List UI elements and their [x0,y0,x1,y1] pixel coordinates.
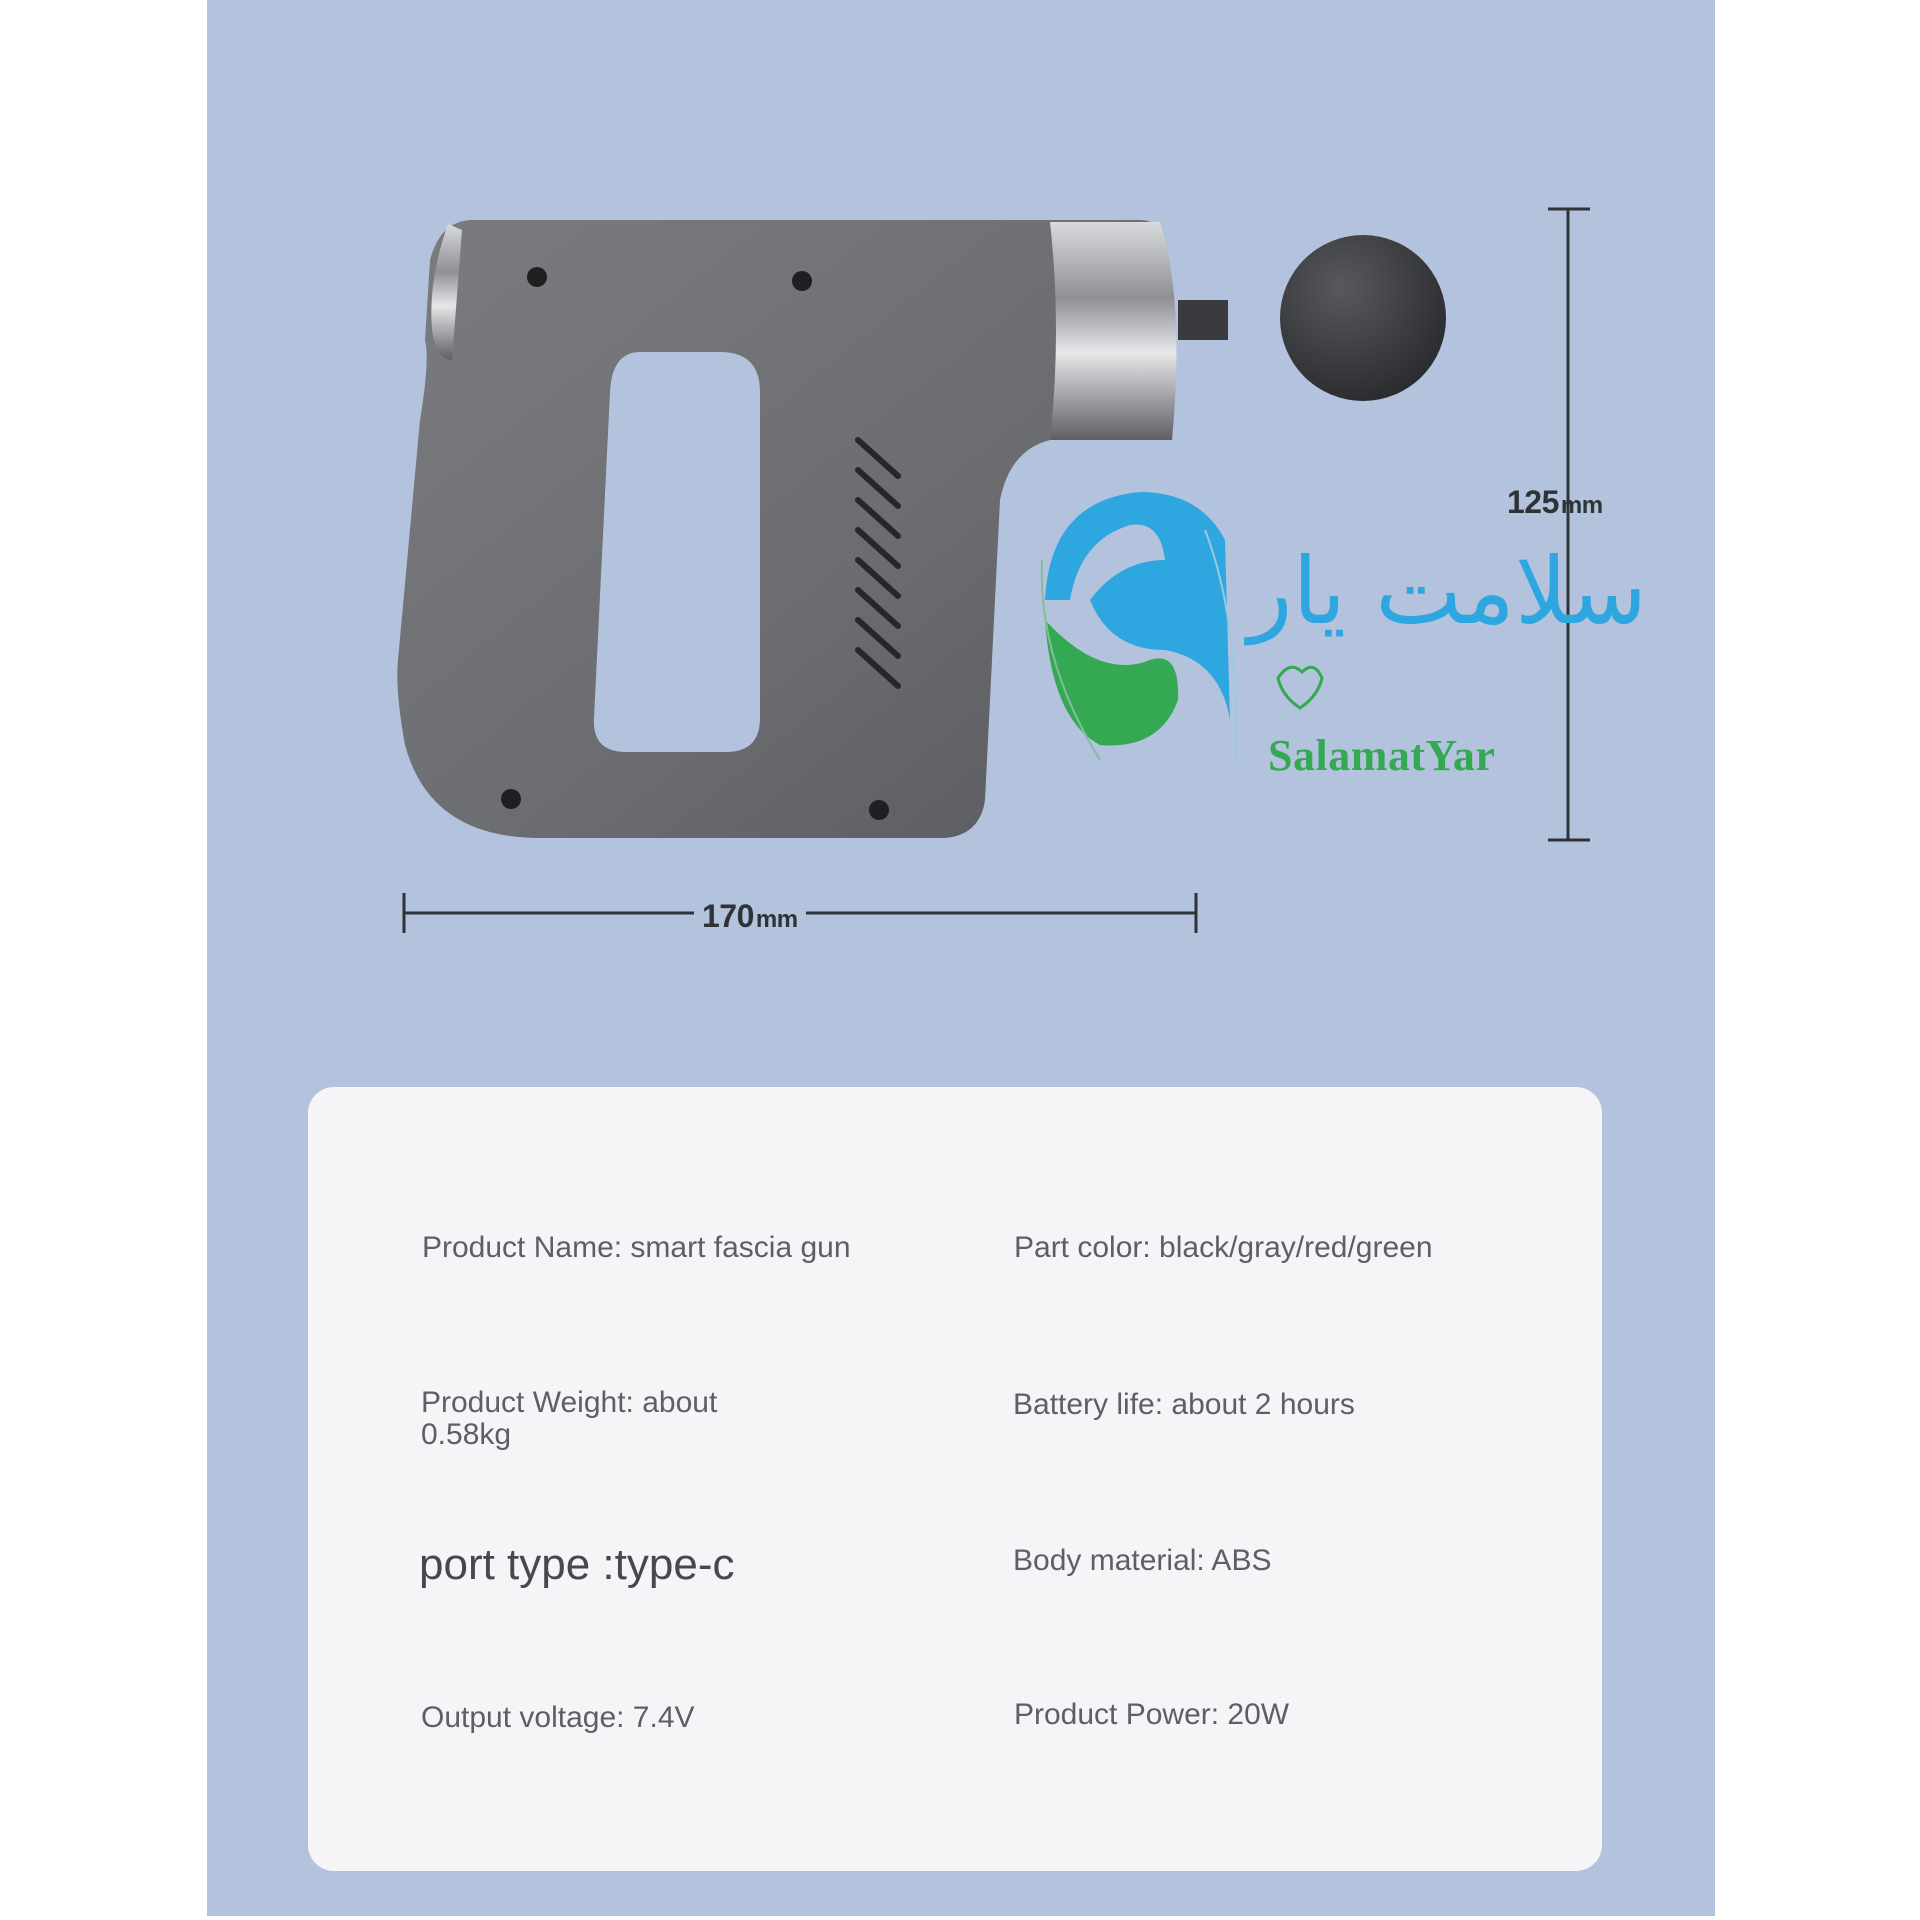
massage-ball-head [1280,235,1446,401]
logo-persian-text: سلامت یار [1248,538,1647,645]
spec-product-weight: Product Weight: about 0.58kg [421,1386,718,1451]
screw-dot [792,271,812,291]
gun-chrome-ring [1050,222,1176,440]
logo-latin-text: SalamatYar [1268,731,1496,780]
height-unit: mm [1560,492,1603,519]
width-value: 170 [702,898,754,934]
spec-part-color: Part color: black/gray/red/green [1014,1231,1433,1264]
spec-battery-life: Battery life: about 2 hours [1013,1388,1355,1421]
spec-output-voltage: Output voltage: 7.4V [421,1701,695,1734]
height-dimension-line [1548,209,1590,840]
height-value: 125 [1507,484,1559,520]
width-unit: mm [755,906,798,933]
screw-dot [869,800,889,820]
handle-opening [594,352,760,752]
spec-product-power: Product Power: 20W [1014,1698,1290,1731]
massage-shaft [1178,300,1228,340]
screw-dot [527,267,547,287]
spec-port-type: port type :type-c [419,1540,735,1589]
screw-dot [501,789,521,809]
spec-product-name: Product Name: smart fascia gun [422,1231,851,1264]
gun-body [397,220,1160,838]
spec-body-material: Body material: ABS [1013,1544,1272,1577]
height-dimension-label [1507,484,1603,521]
width-dimension-label [694,898,806,935]
spec-card [308,1087,1602,1871]
